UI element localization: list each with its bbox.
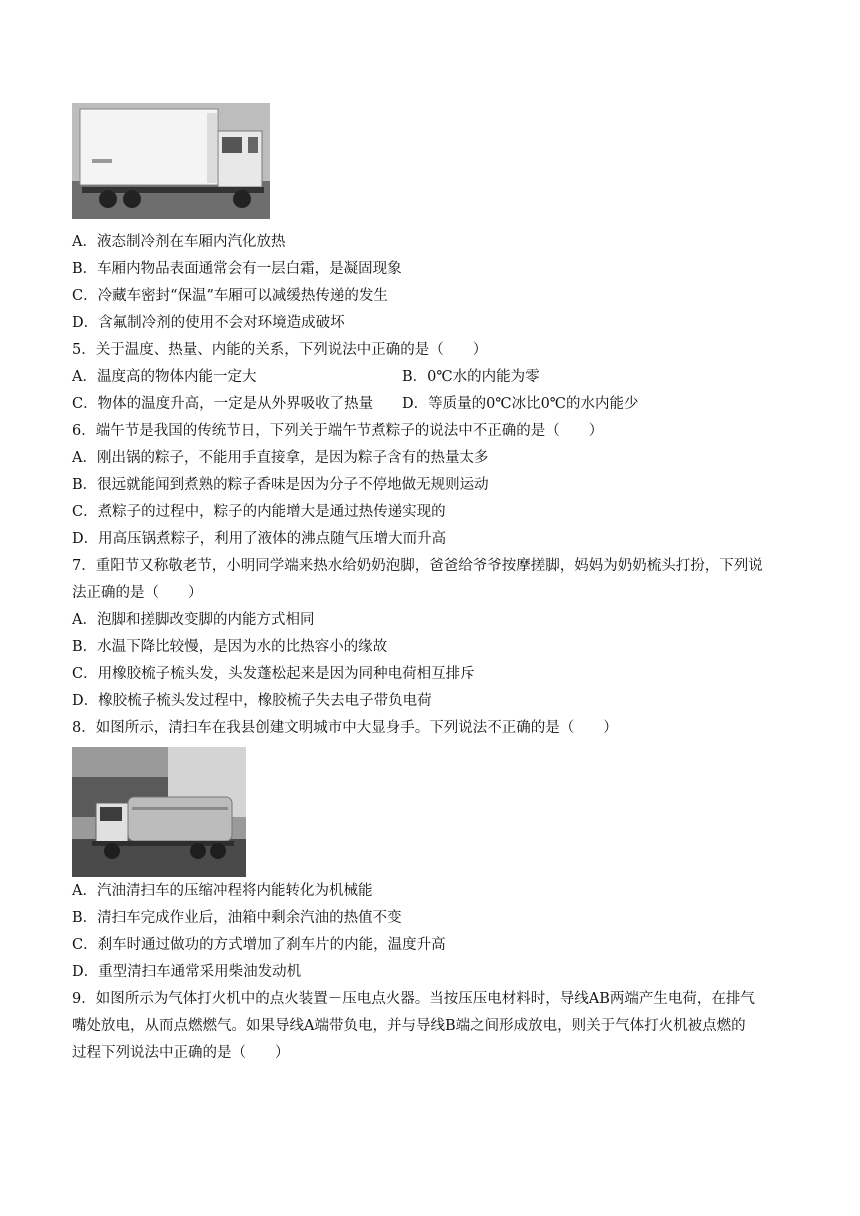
q8-option-a: A．汽油清扫车的压缩冲程将内能转化为机械能 — [72, 883, 373, 899]
q5-option-a: A．温度高的物体内能一定大 — [72, 369, 257, 385]
q5-option-c: C．物体的温度升高，一定是从外界吸收了热量 — [72, 396, 374, 412]
refrigerated-truck-photo — [72, 103, 270, 219]
q4-option-b: B．车厢内物品表面通常会有一层白霜，是凝固现象 — [72, 261, 402, 277]
q6-option-b: B．很远就能闻到煮熟的粽子香味是因为分子不停地做无规则运动 — [72, 477, 489, 493]
q7-option-c: C．用橡胶梳子梳头发，头发蓬松起来是因为同种电荷相互排斥 — [72, 666, 475, 682]
street-sweeper-illustration — [72, 747, 246, 877]
q4-option-a: A．液态制冷剂在车厢内汽化放热 — [72, 234, 286, 250]
q6-option-a: A．刚出锅的粽子，不能用手直接拿，是因为粽子含有的热量太多 — [72, 450, 489, 466]
q8-option-c: C．刹车时通过做功的方式增加了刹车片的内能，温度升高 — [72, 937, 446, 953]
q7-option-d: D．橡胶梳子梳头发过程中，橡胶梳子失去电子带负电荷 — [72, 693, 432, 709]
q5-stem: 5．关于温度、热量、内能的关系，下列说法中正确的是（ ） — [72, 342, 488, 358]
q7-stem-line1: 7．重阳节又称敬老节，小明同学端来热水给奶奶泡脚，爸爸给爷爷按摩搓脚，妈妈为奶奶梳头打扮，下列说 — [72, 558, 763, 574]
q8-option-d: D．重型清扫车通常采用柴油发动机 — [72, 964, 302, 980]
q8-stem: 8．如图所示，清扫车在我县创建文明城市中大显身手。下列说法不正确的是（ ） — [72, 720, 618, 736]
q5-option-b: B．0℃水的内能为零 — [402, 369, 540, 385]
q5-option-d: D．等质量的0℃冰比0℃的水内能少 — [402, 396, 639, 412]
q6-option-c: C．煮粽子的过程中，粽子的内能增大是通过热传递实现的 — [72, 504, 446, 520]
street-sweeper-photo — [72, 747, 246, 877]
refrigerated-truck-illustration — [72, 103, 270, 219]
q4-option-d: D．含氟制冷剂的使用不会对环境造成破坏 — [72, 315, 345, 331]
q6-option-d: D．用高压锅煮粽子，利用了液体的沸点随气压增大而升高 — [72, 531, 447, 547]
q7-stem-line2: 法正确的是（ ） — [72, 585, 203, 601]
q9-stem-line1: 9．如图所示为气体打火机中的点火装置－压电点火器。当按压压电材料时，导线AB两端产生电荷，在排气 — [72, 991, 755, 1007]
q9-stem-line2: 嘴处放电，从而点燃燃气。如果导线A端带负电，并与导线B端之间形成放电，则关于气体打火机被点燃的 — [72, 1018, 746, 1034]
q7-option-a: A．泡脚和搓脚改变脚的内能方式相同 — [72, 612, 315, 628]
q6-stem: 6．端午节是我国的传统节日，下列关于端午节煮粽子的说法中不正确的是（ ） — [72, 423, 604, 439]
q7-option-b: B．水温下降比较慢，是因为水的比热容小的缘故 — [72, 639, 388, 655]
q4-option-c: C．冷藏车密封“保温”车厢可以减缓热传递的发生 — [72, 288, 388, 304]
q9-stem-line3: 过程下列说法中正确的是（ ） — [72, 1045, 290, 1061]
q8-option-b: B．清扫车完成作业后，油箱中剩余汽油的热值不变 — [72, 910, 402, 926]
